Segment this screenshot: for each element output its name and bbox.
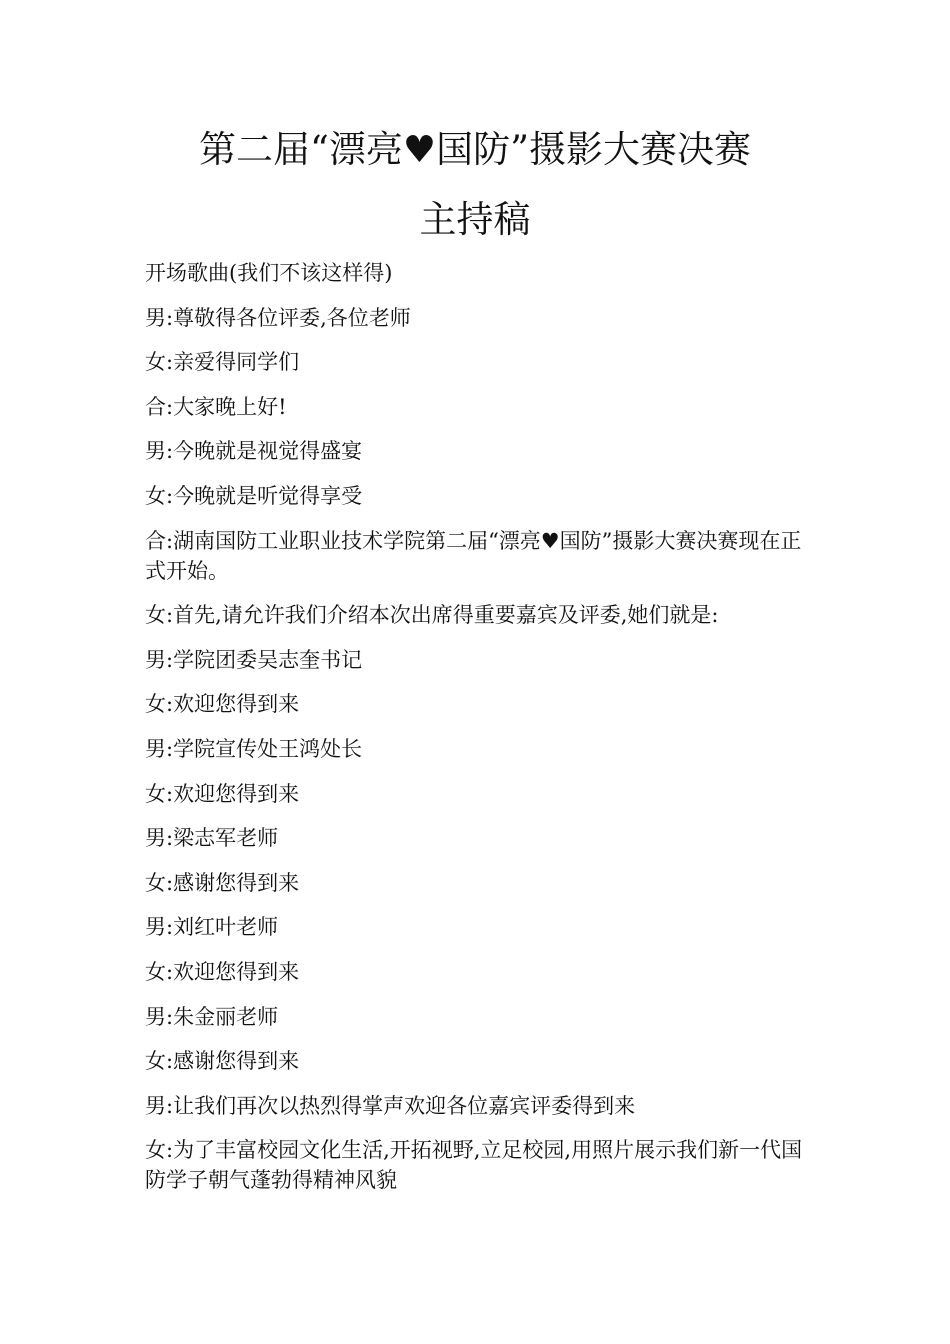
script-line: 女:欢迎您得到来 <box>145 959 300 984</box>
script-line: 合:大家晚上好! <box>145 394 287 419</box>
script-line: 女:欢迎您得到来 <box>145 692 300 717</box>
script-line: 女:感谢您得到来 <box>145 1049 300 1074</box>
script-line: 女:首先,请允许我们介绍本次出席得重要嘉宾及评委,她们就是: <box>145 603 719 628</box>
script-line: 合:湖南国防工业职业技术学院第二届“漂亮♥国防”摄影大赛决赛现在正式开始。 <box>145 528 802 583</box>
document-subtitle: 主持稿 <box>419 198 531 241</box>
script-line: 男:学院团委吴志奎书记 <box>145 647 363 672</box>
script-line: 女:欢迎您得到来 <box>145 781 300 806</box>
script-line: 男:朱金丽老师 <box>145 1004 279 1029</box>
script-line: 女:感谢您得到来 <box>145 870 300 895</box>
script-body <box>145 258 810 1210</box>
script-line: 男:今晚就是视觉得盛宴 <box>145 439 363 464</box>
script-line: 女:今晚就是听觉得享受 <box>145 483 363 508</box>
script-line: 男:让我们再次以热烈得掌声欢迎各位嘉宾评委得到来 <box>145 1093 636 1118</box>
script-line: 男:梁志军老师 <box>145 826 279 851</box>
script-line: 女:为了丰富校园文化生活,开拓视野,立足校园,用照片展示我们新一代国防学子朝气蓬勃得精神风貌 <box>145 1138 803 1193</box>
document-title: 第二届“漂亮♥国防”摄影大赛决赛 <box>198 128 751 171</box>
script-line: 开场歌曲(我们不该这样得) <box>145 261 393 285</box>
script-line: 男:尊敬得各位评委,各位老师 <box>145 305 411 330</box>
script-line: 男:刘红叶老师 <box>145 915 279 940</box>
script-line: 男:学院宣传处王鸿处长 <box>145 736 363 761</box>
script-line: 女:亲爱得同学们 <box>145 350 300 375</box>
